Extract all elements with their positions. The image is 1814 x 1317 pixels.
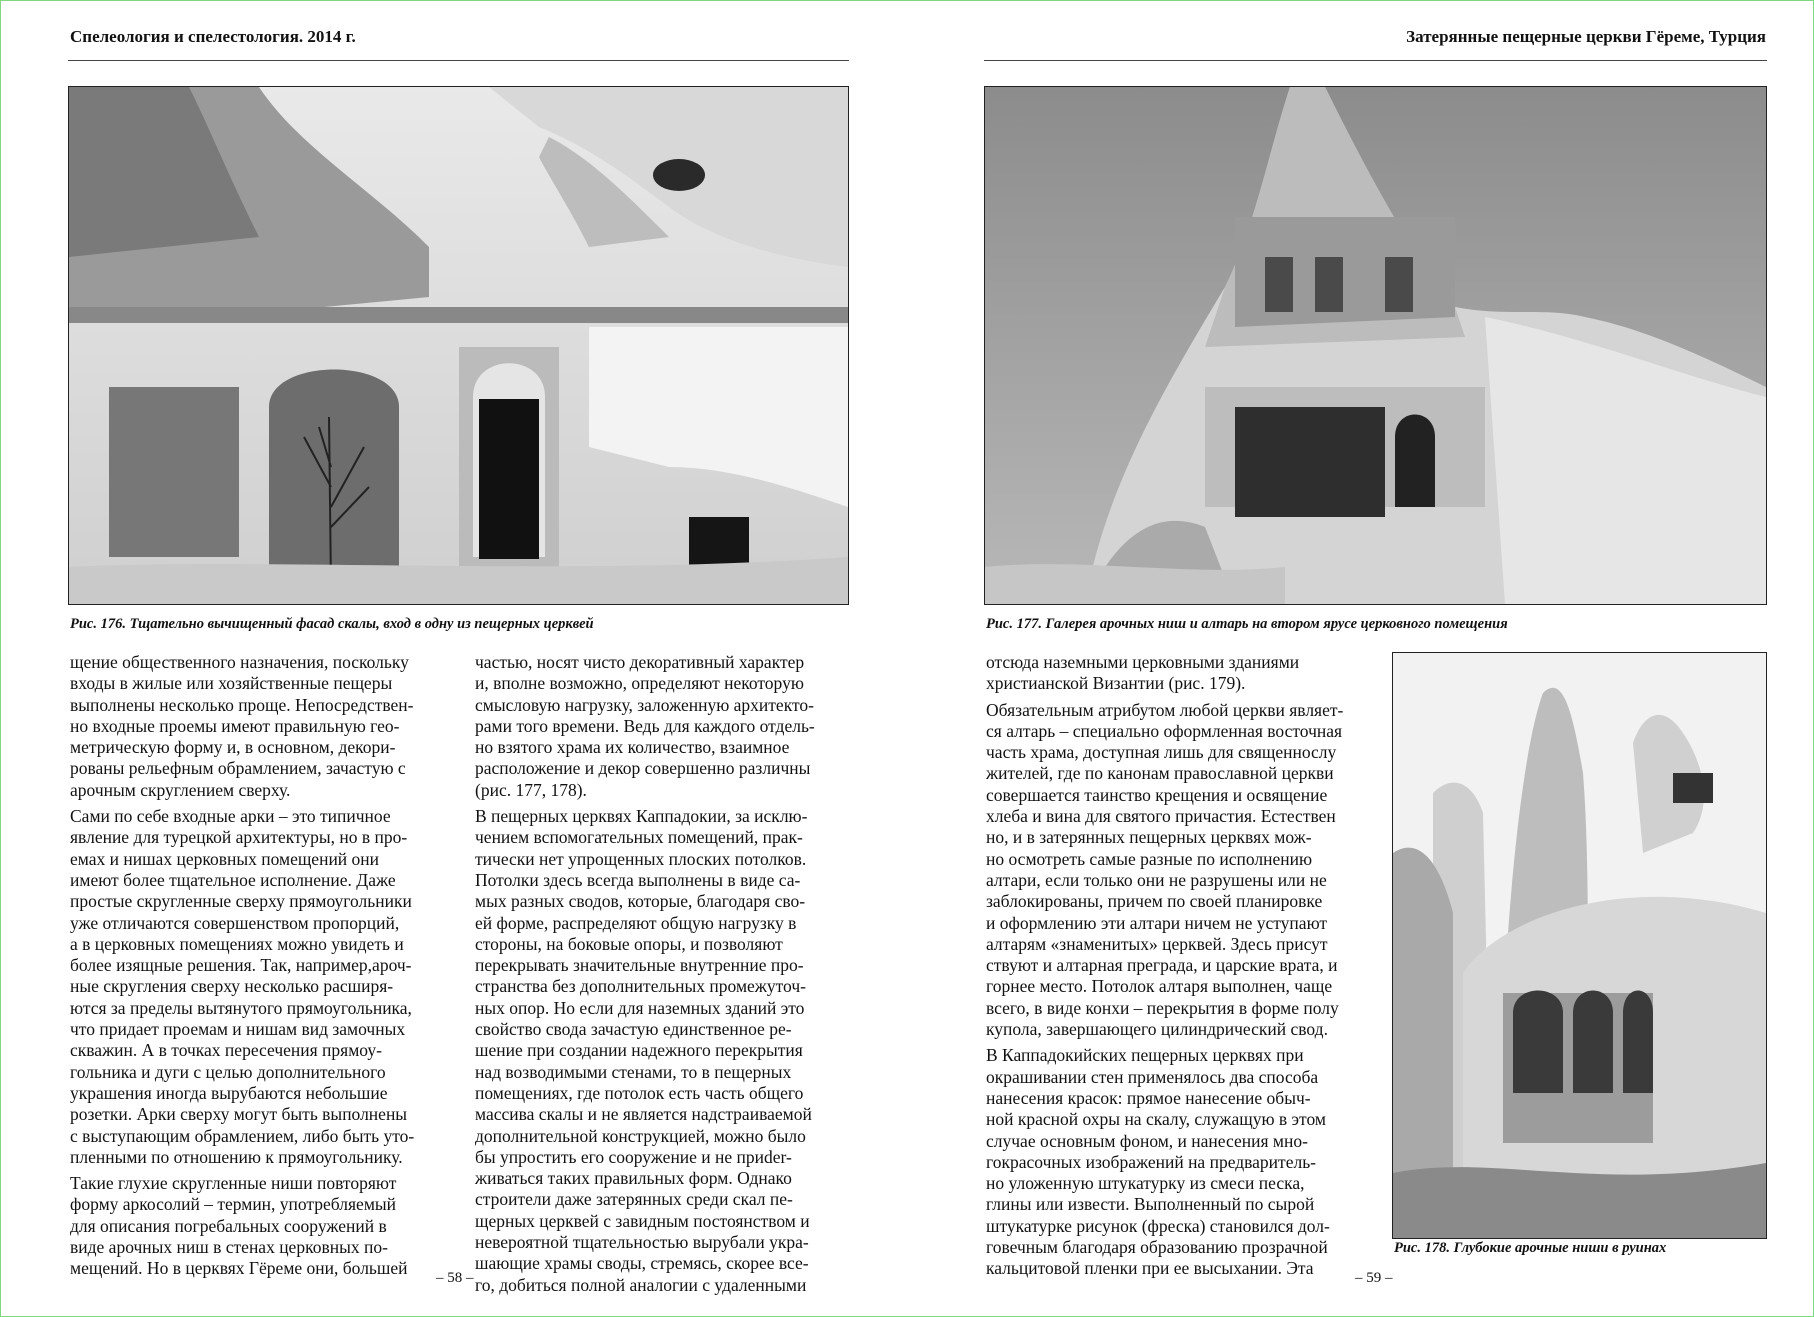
text-line: скважин. А в точках пересечения прямоу-	[70, 1040, 382, 1061]
paragraph	[70, 806, 442, 1168]
text-line: смысловую нагрузку, заложенную архитекто-	[475, 694, 814, 715]
text-line: говечным благодаря образованию прозрачной	[986, 1237, 1328, 1258]
paragraph	[70, 652, 442, 801]
text-line: В пещерных церквях Каппадокии, за исклю-	[475, 806, 808, 827]
text-line: ных опор. Но если для наземных зданий это	[475, 997, 805, 1018]
text-line: украшения иногда вырубаются небольшие	[70, 1082, 388, 1103]
text-line: ей форме, распределяют общую нагрузку в	[475, 912, 797, 933]
figure-176-caption: Рис. 176. Тщательно вычищенный фасад скалы, вход в одну из пещерных церквей	[70, 616, 594, 632]
text-line: отсюда наземными церковными зданиями	[986, 652, 1300, 672]
figure-178-caption: Рис. 178. Глубокие арочные ниши в руинах	[1394, 1240, 1667, 1256]
paragraph	[475, 806, 849, 1296]
text-line: стороны, на боковые опоры, и позволяют	[475, 933, 783, 954]
text-line: часть храма, доступная лишь для священнослу	[986, 742, 1337, 763]
text-line: горнее место. Потолок алтаря выполнен, чаще	[986, 976, 1333, 997]
text-line: нанесения красок: прямое нанесение обыч-	[986, 1087, 1311, 1108]
paragraph	[986, 652, 1372, 695]
text-line: невероятной тщательностью вырубали укра-	[475, 1232, 809, 1253]
text-line: шение при создании надежного перекрытия	[475, 1040, 803, 1061]
right-page-number: – 59 –	[1355, 1270, 1393, 1286]
text-line: щерных церквей с завидным постоянством и	[475, 1210, 810, 1231]
text-line: уже отличаются совершенством пропорций,	[70, 912, 400, 933]
text-line: имеют более тщательное исполнение. Даже	[70, 869, 396, 890]
text-line: и, вполне возможно, определяют некоторую	[475, 673, 804, 694]
text-line: но уложенную штукатурку из смеси песка,	[986, 1173, 1305, 1194]
text-line: перекрывать значительные внутренние про-	[475, 955, 804, 976]
paragraph	[70, 1173, 442, 1279]
text-line: расположение и декор совершенно различны	[475, 758, 811, 779]
text-line: помещениях, где потолок есть часть общего	[475, 1082, 804, 1103]
left-column-2	[475, 652, 849, 1301]
text-line: над возводимыми стенами, то в пещерных	[475, 1061, 792, 1082]
paragraph	[475, 652, 849, 801]
text-line: кальцитовой пленки при ее высыхании. Эта	[986, 1258, 1314, 1279]
text-line: но взятого храма их количество, взаимное	[475, 737, 790, 758]
text-line: явление для турецкой архитектуры, но в про-	[70, 827, 408, 848]
text-line: Обязательным атрибутом любой церкви являет-	[986, 699, 1344, 720]
paragraph	[986, 1045, 1372, 1279]
figure-178-photo	[1392, 652, 1767, 1239]
text-line: с выступающим обрамлением, либо быть уто-	[70, 1125, 415, 1146]
text-line: глины или извести. Выполненный по сырой	[986, 1194, 1315, 1215]
text-line: тически нет упрощенных плоских потолков.	[475, 848, 807, 869]
text-line: ся алтарь – специально оформленная восточная	[986, 720, 1343, 741]
paragraph	[986, 700, 1372, 1041]
text-line: совершается таинство крещения и освящение	[986, 784, 1328, 805]
text-line: мых разных сводов, которые, благодаря сво-	[475, 891, 806, 912]
text-line: и оформлению эти алтари ничем не уступают	[986, 912, 1328, 933]
text-line: выполнены несколько проще. Непосредствен-	[70, 694, 414, 715]
text-line: метрическую форму и, в основном, декори-	[70, 737, 396, 758]
text-line: окрашивании стен применялось два способа	[986, 1066, 1319, 1087]
text-line: емах и нишах церковных помещений они	[70, 848, 380, 869]
rock-gallery-image	[985, 87, 1766, 604]
text-line: щение общественного назначения, поскольку	[70, 652, 409, 672]
text-line: Потолки здесь всегда выполнены в виде са-	[475, 869, 801, 890]
left-running-head: Спелеология и спелестология. 2014 г.	[70, 27, 356, 46]
left-column-1	[70, 652, 442, 1285]
text-line: строители даже затерянных среди скал пе-	[475, 1189, 793, 1210]
text-line: виде арочных ниш в стенах церковных по-	[70, 1237, 388, 1258]
left-page-number: – 58 –	[436, 1270, 474, 1286]
text-line: алтари, если только они не разрушены или не	[986, 869, 1327, 890]
text-line: бы упростить его сооружение и не приder-	[475, 1146, 792, 1167]
text-line: ствуют и алтарная преграда, и царские врата, и	[986, 955, 1338, 976]
text-line: форму аркосолий – термин, употребляемый	[70, 1194, 397, 1215]
text-line: алтарям «знаменитых» церквей. Здесь присут	[986, 933, 1328, 954]
text-line: жителей, где по канонам православной церкви	[986, 763, 1334, 784]
text-line: Такие глухие скругленные ниши повторяют	[70, 1173, 397, 1194]
text-line: гокрасочных изображений на предваритель-	[986, 1151, 1317, 1172]
text-line: всего, в виде конхи – перекрытия в форме полу	[986, 997, 1339, 1018]
rock-facade-image	[69, 87, 848, 604]
text-line: чением вспомогательных помещений, прак-	[475, 827, 803, 848]
text-line: Сами по себе входные арки – это типичное	[70, 806, 391, 827]
text-line: для описания погребальных сооружений в	[70, 1215, 387, 1236]
text-line: случае основным фоном, и нанесения мно-	[986, 1130, 1308, 1151]
text-line: заблокированы, причем по своей планировке	[986, 891, 1323, 912]
text-line: ной красной охры на скалу, служащую в этом	[986, 1109, 1326, 1130]
right-header-rule	[984, 60, 1767, 61]
text-line: рованы рельефным обрамлением, зачастую с	[70, 758, 406, 779]
text-line: но осмотреть самые разные по исполнению	[986, 848, 1313, 869]
text-line: гольника и дуги с целью дополнительного	[70, 1061, 386, 1082]
text-line: но входные проемы имеют правильную гео-	[70, 715, 400, 736]
text-line: В Каппадокийских пещерных церквях при	[986, 1045, 1304, 1066]
text-line: а в церковных помещениях можно увидеть и	[70, 933, 404, 954]
text-line: странства без дополнительных промежуточ-	[475, 976, 806, 997]
text-line: мещений. Но в церквях Гёреме они, большей	[70, 1258, 408, 1279]
figure-176-photo	[68, 86, 849, 605]
text-line: что придает проемам и нишам вид замочных	[70, 1019, 406, 1040]
figure-177-photo	[984, 86, 1767, 605]
right-column	[986, 652, 1372, 1285]
text-line: дополнительной конструкцией, можно было	[475, 1125, 806, 1146]
text-line: входы в жилые или хозяйственные пещеры	[70, 673, 393, 694]
right-running-head: Затерянные пещерные церкви Гёреме, Турция	[1406, 27, 1766, 46]
text-line: рами того времени. Ведь для каждого отдель-	[475, 715, 815, 736]
text-line: ные скругления сверху несколько расширя-	[70, 976, 394, 997]
text-line: частью, носят чисто декоративный характер	[475, 652, 805, 672]
text-line: хлеба и вина для святого причастия. Естествен	[986, 806, 1336, 827]
text-line: пленными по отношению к прямоугольнику.	[70, 1146, 403, 1167]
text-line: массива скалы и не является надстраиваемой	[475, 1104, 812, 1125]
text-line: розетки. Арки сверху могут быть выполнены	[70, 1104, 408, 1125]
ruined-niches-image	[1393, 653, 1766, 1238]
text-line: но, и в затерянных пещерных церквях мож-	[986, 827, 1312, 848]
text-line: шающие храмы своды, стремясь, скорее все-	[475, 1253, 809, 1274]
text-line: (рис. 177, 178).	[475, 779, 587, 800]
text-line: христианской Византии (рис. 179).	[986, 673, 1246, 694]
text-line: ются за пределы вытянутого прямоугольника,	[70, 997, 412, 1018]
text-line: арочным скруглением сверху.	[70, 779, 291, 800]
text-line: живаться таких правильных форм. Однако	[475, 1168, 792, 1189]
text-line: простые скругленные сверху прямоугольники	[70, 891, 412, 912]
text-line: свойство свода зачастую единственное ре-	[475, 1019, 792, 1040]
figure-177-caption: Рис. 177. Галерея арочных ниш и алтарь на втором ярусе церковного помещения	[986, 616, 1508, 632]
text-line: штукатурке рисунок (фреска) становился дол-	[986, 1215, 1330, 1236]
text-line: купола, завершающего цилиндрический свод.	[986, 1019, 1328, 1040]
text-line: более изящные решения. Так, например,ароч-	[70, 955, 412, 976]
text-line: го, добиться полной аналогии с удаленными	[475, 1274, 807, 1295]
left-header-rule	[68, 60, 849, 61]
